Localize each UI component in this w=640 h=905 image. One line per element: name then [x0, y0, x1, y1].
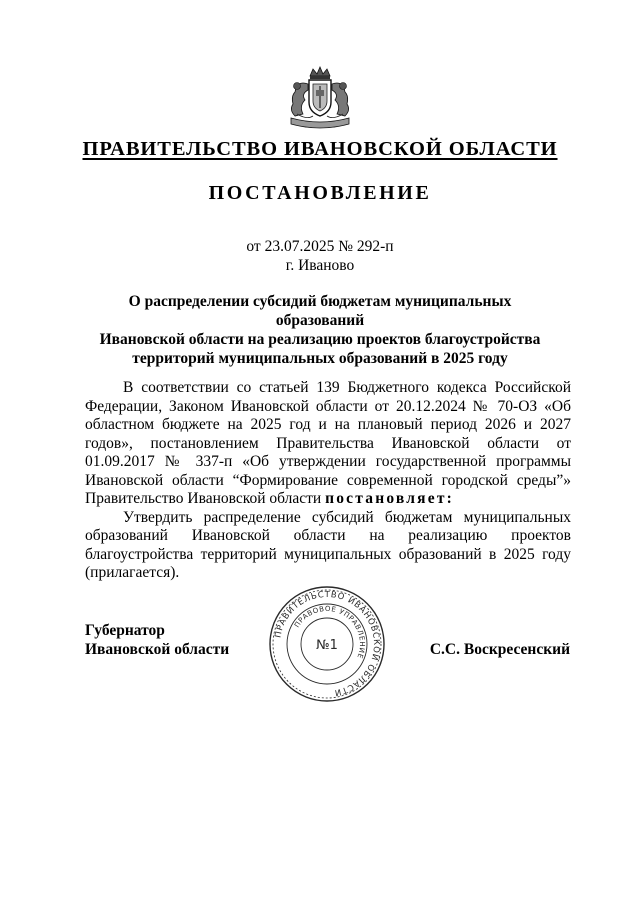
body-paragraph: [85, 379, 571, 509]
stamp-center-text: №1: [316, 638, 338, 653]
subject-line: Ивановской области на реализацию проектов благоустройства: [99, 331, 541, 348]
position-line: Ивановской области: [85, 641, 230, 658]
preamble-text: В соответствии со статьей 139 Бюджетного кодекса Российской Федерации, Законом Ивановской области от 20.12.2024 № 70-ОЗ «Об областном бюджете на 2025 год и на плановый период 2026 и 2027 годов», постановлением Правительства Ивановской области от 01.09.2017 № 337-п «Об утверждении государственной программы Ивановской области “Формирование современной городской среды”» Правительство Ивановской области: [85, 379, 571, 507]
coat-of-arms-icon: [283, 66, 357, 132]
signatory-position: [85, 621, 229, 659]
body-paragraph: Утвердить распределение субсидий бюджетам муниципальных образований Ивановской области на реализацию проектов благоустройства территорий муниципальных образований в 2025 году (прилагается).: [85, 508, 571, 581]
signatory-name: С.С. Воскресенский: [429, 641, 570, 658]
document-meta: [60, 237, 580, 275]
org-title: ПРАВИТЕЛЬСТВО ИВАНОВСКОЙ ОБЛАСТИ: [82, 138, 558, 160]
subject-line: О распределении субсидий бюджетам муниципальных образований: [128, 293, 512, 329]
position-line: Губернатор: [85, 622, 165, 639]
city: г. Иваново: [285, 257, 355, 274]
subject-line: территорий муниципальных образований в 2025 году: [132, 350, 508, 367]
date-number: от 23.07.2025 № 292-п: [246, 238, 394, 255]
official-stamp: [268, 585, 386, 703]
document-body: [85, 379, 571, 583]
document-type-title: ПОСТАНОВЛЕНИЕ: [208, 182, 432, 204]
document-subject: [85, 292, 555, 368]
stamp-outer-text: ПРАВИТЕЛЬСТВО ИВАНОВСКОЙ ОБЛАСТИ: [272, 588, 383, 699]
decision-keyword: постановляет:: [325, 490, 454, 507]
stamp-inner-text: ПРАВОВОЕ УПРАВЛЕНИЕ: [292, 604, 367, 660]
